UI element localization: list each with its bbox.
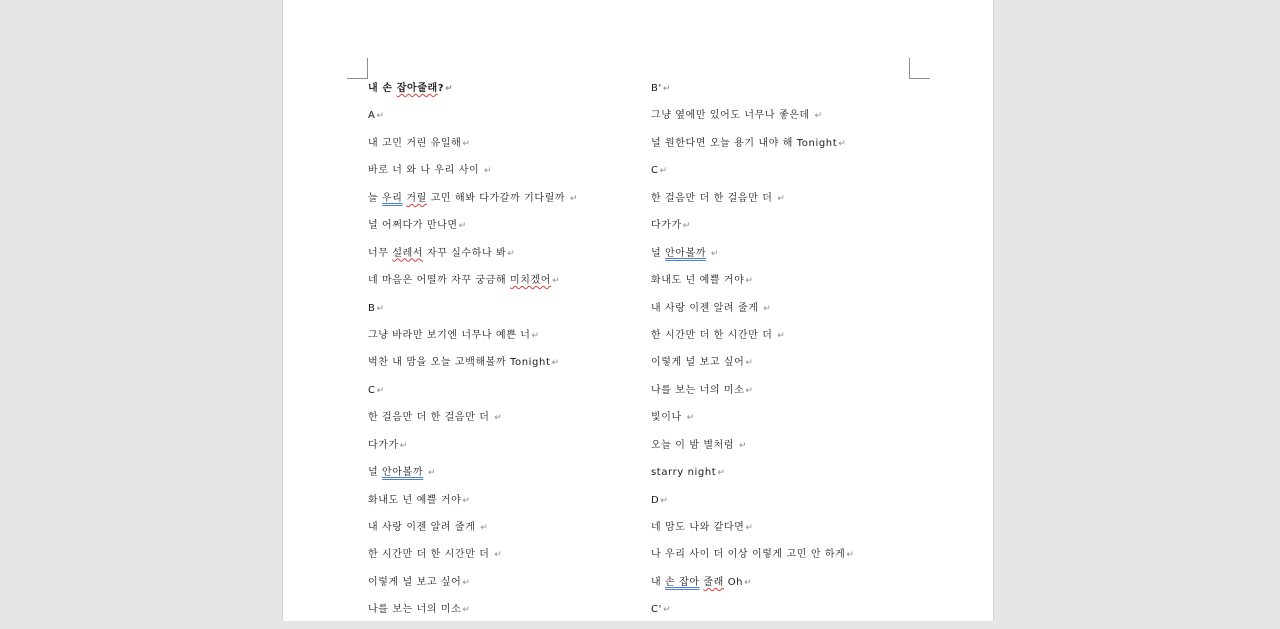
lyric-line[interactable]: [368, 135, 577, 162]
lyric-line[interactable]: [651, 382, 854, 409]
lyric-line[interactable]: [368, 437, 577, 464]
paragraph-mark-icon: ↵: [745, 523, 753, 533]
paragraph-mark-icon: ↵: [710, 248, 719, 259]
line-text: 빛이나: [651, 412, 686, 424]
line-text: 한 걸음만 더 한 걸음만 더: [368, 412, 494, 424]
lyric-line[interactable]: [368, 217, 577, 244]
lyric-line[interactable]: [651, 272, 854, 299]
line-text: 한 시간만 더 한 시간만 더: [651, 329, 777, 341]
line-text: A: [368, 110, 376, 122]
paragraph-mark-icon: ↵: [745, 358, 753, 369]
paragraph-mark-icon: ↵: [777, 193, 785, 204]
paragraph-mark-icon: ↵: [458, 221, 467, 232]
line-text: 이렇게 널 보고 싶어: [368, 576, 462, 588]
lyric-line[interactable]: [368, 245, 577, 272]
line-text: 널 안아볼까: [368, 467, 424, 479]
paragraph-mark-icon: ↵: [846, 550, 854, 561]
line-text: 나를 보는 너의 미소: [651, 384, 745, 396]
paragraph-mark-icon: ↵: [662, 605, 671, 616]
lyric-line[interactable]: [368, 190, 577, 217]
line-text: 바로 너 와 나 우리 사이: [368, 165, 484, 177]
paragraph-mark-icon: ↵: [745, 385, 753, 396]
lyric-line[interactable]: [651, 107, 854, 134]
lyric-line[interactable]: [368, 300, 577, 327]
lyric-line[interactable]: [651, 574, 854, 601]
line-text: 내 사랑 이젠 알려 줄게: [368, 522, 480, 533]
lyric-line[interactable]: [651, 354, 854, 381]
paragraph-mark-icon: ↵: [745, 276, 753, 287]
paragraph-mark-icon: ↵: [494, 413, 502, 424]
paragraph-mark-icon: ↵: [717, 468, 725, 479]
lyric-line[interactable]: [651, 245, 854, 272]
lyric-line[interactable]: [651, 519, 854, 546]
line-text: B: [368, 302, 376, 314]
lyric-line[interactable]: [368, 519, 577, 546]
line-text: 이렇게 널 보고 싶어: [651, 357, 745, 369]
paragraph-mark-icon: ↵: [838, 138, 846, 149]
paragraph-mark-icon: ↵: [738, 440, 747, 451]
paragraph-mark-icon: ↵: [445, 84, 453, 94]
document-page[interactable]: [282, 0, 994, 621]
line-text: 네 마음은 어떨까 자꾸 궁금해 미치겠어: [368, 275, 552, 287]
lyric-line[interactable]: [651, 80, 854, 107]
paragraph-mark-icon: ↵: [814, 111, 823, 122]
line-text: 널 안아볼까: [651, 247, 707, 259]
paragraph-mark-icon: ↵: [659, 166, 668, 177]
paragraph-mark-icon: ↵: [777, 330, 785, 341]
line-text: 벅찬 내 맘을 오늘 고백해볼까 Tonight: [368, 357, 551, 369]
lyric-line[interactable]: [368, 382, 577, 409]
line-text: 그냥 옆에만 있어도 너무나 좋은데: [651, 110, 814, 122]
paragraph-mark-icon: ↵: [507, 248, 515, 259]
paragraph-mark-icon: ↵: [376, 385, 385, 396]
line-text: B': [651, 83, 662, 94]
lyric-line[interactable]: [651, 492, 854, 519]
paragraph-mark-icon: ↵: [376, 111, 384, 122]
line-text: D: [651, 494, 660, 506]
paragraph-mark-icon: ↵: [376, 303, 385, 314]
lyric-line[interactable]: [368, 492, 577, 519]
paragraph-mark-icon: ↵: [531, 330, 540, 341]
text-column-left[interactable]: [368, 80, 577, 629]
lyric-line[interactable]: [368, 546, 577, 573]
lyric-line[interactable]: [651, 437, 854, 464]
paragraph-mark-icon: ↵: [552, 276, 560, 287]
line-text: 내 손 잡아줄래?: [368, 83, 445, 94]
paragraph-mark-icon: ↵: [399, 440, 408, 451]
line-text: 내 사랑 이젠 알려 줄게: [651, 302, 763, 314]
line-text: C: [651, 165, 659, 177]
paragraph-mark-icon: ↵: [682, 221, 691, 232]
line-text: 널 어쩌다가 만나면: [368, 220, 458, 232]
line-text: 나를 보는 너의 미소: [368, 604, 462, 616]
paragraph-mark-icon: ↵: [569, 193, 578, 204]
lyric-line[interactable]: [651, 162, 854, 189]
lyric-line[interactable]: [368, 354, 577, 381]
line-text: 나 우리 사이 더 이상 이렇게 고민 안 하게: [651, 549, 846, 561]
lyric-line[interactable]: [368, 272, 577, 299]
lyric-line[interactable]: [368, 464, 577, 491]
paragraph-mark-icon: ↵: [551, 358, 560, 369]
paragraph-mark-icon: ↵: [462, 577, 470, 588]
line-text: 다가가: [651, 220, 682, 232]
line-text: 화내도 넌 예쁠 거야: [651, 275, 745, 287]
line-text: C': [651, 604, 662, 616]
lyric-line[interactable]: [651, 135, 854, 162]
paragraph-mark-icon: ↵: [763, 303, 771, 314]
line-text: 다가가: [368, 439, 399, 451]
line-text: C: [368, 384, 376, 396]
paragraph-mark-icon: ↵: [462, 605, 470, 616]
lyric-line[interactable]: [651, 601, 854, 628]
paragraph-mark-icon: ↵: [480, 523, 488, 533]
line-text: 내 손 잡아 줄래 Oh: [651, 576, 744, 588]
line-text: 한 걸음만 더 한 걸음만 더: [651, 192, 777, 204]
document-title[interactable]: [368, 80, 577, 107]
line-text: 내 고민 거린 유일해: [368, 137, 462, 149]
lyric-line[interactable]: [368, 409, 577, 436]
line-text: 화내도 넌 예쁠 거야: [368, 494, 462, 506]
lyric-line[interactable]: [368, 601, 577, 628]
text-column-right[interactable]: [651, 80, 854, 629]
line-text: 널 원한다면 오늘 용기 내야 해 Tonight: [651, 137, 838, 149]
paragraph-mark-icon: ↵: [462, 495, 470, 506]
lyric-line[interactable]: [651, 464, 854, 491]
paragraph-mark-icon: ↵: [427, 468, 436, 479]
lyric-line[interactable]: [651, 327, 854, 354]
paragraph-mark-icon: ↵: [686, 413, 695, 424]
paragraph-mark-icon: ↵: [660, 495, 668, 506]
line-text: 그냥 바라만 보기엔 너무나 예쁜 너: [368, 329, 531, 341]
lyric-line[interactable]: [368, 327, 577, 354]
paragraph-mark-icon: ↵: [744, 577, 752, 588]
lyric-line[interactable]: [368, 574, 577, 601]
lyric-line[interactable]: [368, 162, 577, 189]
paragraph-mark-icon: ↵: [462, 138, 470, 149]
lyric-line[interactable]: [368, 107, 577, 134]
line-text: 늘 우리 거릴 고민 해봐 다가갈까 기다릴까: [368, 192, 569, 204]
line-text: 너무 설레서 자꾸 실수하나 봐: [368, 247, 507, 259]
paragraph-mark-icon: ↵: [494, 550, 502, 561]
lyric-line[interactable]: [651, 409, 854, 436]
lyric-line[interactable]: [651, 190, 854, 217]
paragraph-mark-icon: ↵: [662, 84, 671, 94]
lyric-line[interactable]: [651, 546, 854, 573]
lyric-line[interactable]: [651, 217, 854, 244]
line-text: starry night: [651, 467, 717, 479]
line-text: 오늘 이 밤 별처럼: [651, 439, 738, 451]
lyric-line[interactable]: [651, 300, 854, 327]
paragraph-mark-icon: ↵: [484, 166, 492, 177]
line-text: 네 맘도 나와 같다면: [651, 522, 745, 533]
line-text: 한 시간만 더 한 시간만 더: [368, 549, 494, 561]
